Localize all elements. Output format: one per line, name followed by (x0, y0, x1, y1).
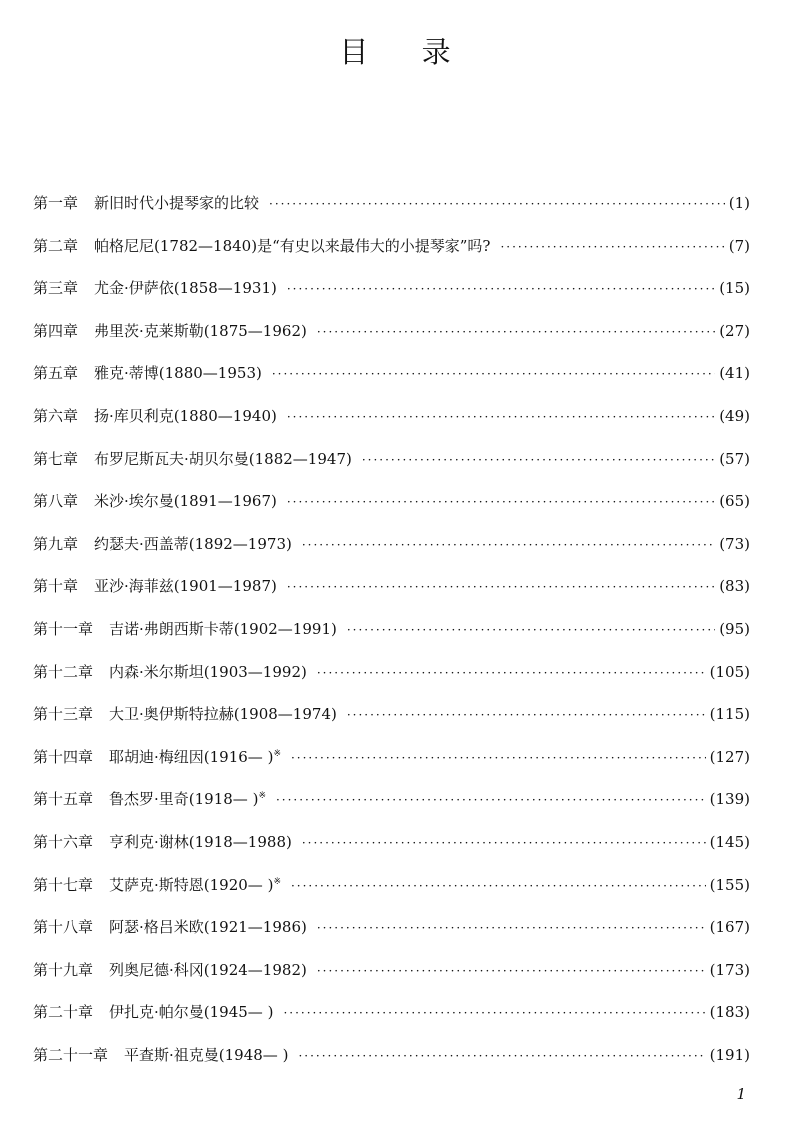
note-mark: ※ (258, 791, 266, 802)
leader-dots (302, 531, 715, 559)
page-title: 目 录 (339, 35, 473, 69)
page-number: (49) (719, 406, 750, 425)
chapter-number: 第一章 (33, 194, 79, 212)
chapter-title: 新旧时代小提琴家的比较 (94, 194, 260, 212)
toc-entry (33, 782, 750, 825)
toc-entry (33, 484, 750, 527)
chapter-title: 米沙·埃尔曼(1891—1967) (94, 492, 277, 511)
page-number: (41) (719, 364, 750, 383)
chapter-number: 第十一章 (33, 619, 94, 638)
leader-dots (287, 488, 715, 516)
chapter-title: 雅克·蒂博(1880—1953) (94, 364, 262, 383)
chapter-number: 第三章 (33, 279, 79, 298)
toc-entry (33, 953, 750, 996)
chapter-number: 第二十一章 (33, 1045, 109, 1064)
chapter-number: 第四章 (33, 321, 79, 340)
chapter-title: 平查斯·祖克曼(1948— ) (124, 1045, 289, 1064)
leader-dots (317, 318, 715, 346)
page-number: (7) (728, 236, 750, 255)
chapter-title: 内森·米尔斯坦(1903—1992) (109, 662, 307, 681)
chapter-number: 第八章 (33, 492, 79, 511)
chapter-number: 第十三章 (33, 705, 94, 724)
page-number: (57) (719, 449, 750, 468)
chapter-title: 阿瑟·格吕米欧(1921—1986) (109, 918, 307, 937)
toc-entry (33, 868, 750, 911)
page-number: (167) (709, 918, 750, 937)
toc-entry (33, 995, 750, 1038)
chapter-number: 第七章 (33, 449, 79, 468)
page-number: (105) (709, 662, 750, 681)
leader-dots (291, 744, 706, 772)
toc-entry (33, 740, 750, 783)
toc-entry (33, 655, 750, 698)
chapter-title: 亨利克·谢林(1918—1988) (109, 832, 292, 851)
toc-entry (33, 612, 750, 655)
chapter-number: 第九章 (33, 534, 79, 553)
leader-dots (291, 872, 706, 900)
table-of-contents (33, 186, 750, 1080)
leader-dots (276, 786, 706, 814)
toc-entry (33, 271, 750, 314)
chapter-title: 约瑟夫·西盖蒂(1892—1973) (94, 534, 292, 553)
chapter-title: 布罗尼斯瓦夫·胡贝尔曼(1882—1947) (94, 449, 352, 468)
toc-entry (33, 229, 750, 272)
toc-entry (33, 910, 750, 953)
leader-dots (347, 616, 715, 644)
leader-dots (287, 573, 715, 601)
leader-dots (287, 403, 715, 431)
leader-dots (347, 701, 706, 729)
page-number: (73) (719, 534, 750, 553)
toc-entry (33, 527, 750, 570)
toc-entry (33, 825, 750, 868)
chapter-number: 第十五章 (33, 790, 94, 809)
leader-dots (317, 957, 706, 985)
chapter-title: 吉诺·弗朗西斯卡蒂(1902—1991) (109, 619, 337, 638)
toc-entry (33, 442, 750, 485)
toc-entry (33, 1038, 750, 1081)
leader-dots (272, 360, 715, 388)
page-number: (145) (709, 832, 750, 851)
page-number: (127) (709, 747, 750, 766)
page-number: (27) (719, 321, 750, 340)
note-mark: ※ (273, 876, 281, 887)
leader-dots (287, 275, 715, 303)
chapter-number: 第二章 (33, 236, 79, 255)
chapter-title: 耶胡迪·梅纽因(1916— )※ (109, 747, 281, 766)
page-number: (95) (719, 619, 750, 638)
chapter-number: 第二十章 (33, 1003, 94, 1022)
leader-dots (362, 446, 715, 474)
leader-dots (283, 999, 705, 1027)
page-number: (155) (709, 875, 750, 894)
chapter-number: 第五章 (33, 364, 79, 383)
chapter-title: 亚沙·海菲兹(1901—1987) (94, 577, 277, 596)
toc-entry (33, 356, 750, 399)
chapter-number: 第六章 (33, 406, 79, 425)
note-mark: ※ (273, 748, 281, 759)
chapter-number: 第十四章 (33, 747, 94, 766)
chapter-number: 第十二章 (33, 662, 94, 681)
leader-dots (269, 190, 725, 218)
leader-dots (302, 829, 706, 857)
page-number: (183) (709, 1003, 750, 1022)
page-number: (115) (709, 705, 750, 724)
chapter-number: 第十七章 (33, 875, 94, 894)
toc-entry (33, 697, 750, 740)
leader-dots (317, 659, 706, 687)
chapter-title: 伊扎克·帕尔曼(1945— ) (109, 1003, 274, 1022)
page-number: (139) (709, 790, 750, 809)
chapter-title: 帕格尼尼(1782—1840)是“有史以来最伟大的小提琴家”吗? (94, 236, 491, 255)
chapter-title: 艾萨克·斯特恩(1920— )※ (109, 875, 281, 894)
page-number: (65) (719, 492, 750, 511)
folio-page-number: 1 (736, 1085, 746, 1103)
page-number: (1) (728, 194, 750, 212)
chapter-title: 尤金·伊萨依(1858—1931) (94, 279, 277, 298)
chapter-title: 扬·库贝利克(1880—1940) (94, 406, 277, 425)
page-number: (15) (719, 279, 750, 298)
chapter-title: 大卫·奥伊斯特拉赫(1908—1974) (109, 705, 337, 724)
toc-entry (33, 569, 750, 612)
chapter-number: 第十六章 (33, 832, 94, 851)
toc-entry (33, 186, 750, 229)
toc-entry (33, 399, 750, 442)
page-number: (83) (719, 577, 750, 596)
leader-dots (500, 233, 724, 261)
chapter-title: 弗里茨·克莱斯勒(1875—1962) (94, 321, 307, 340)
chapter-title: 鲁杰罗·里奇(1918— )※ (109, 790, 266, 809)
page-number: (173) (709, 960, 750, 979)
chapter-number: 第十章 (33, 577, 79, 596)
toc-entry (33, 314, 750, 357)
leader-dots (317, 914, 706, 942)
leader-dots (298, 1042, 705, 1070)
chapter-number: 第十九章 (33, 960, 94, 979)
chapter-title: 列奥尼德·科冈(1924—1982) (109, 960, 307, 979)
chapter-number: 第十八章 (33, 918, 94, 937)
page-number: (191) (709, 1045, 750, 1064)
